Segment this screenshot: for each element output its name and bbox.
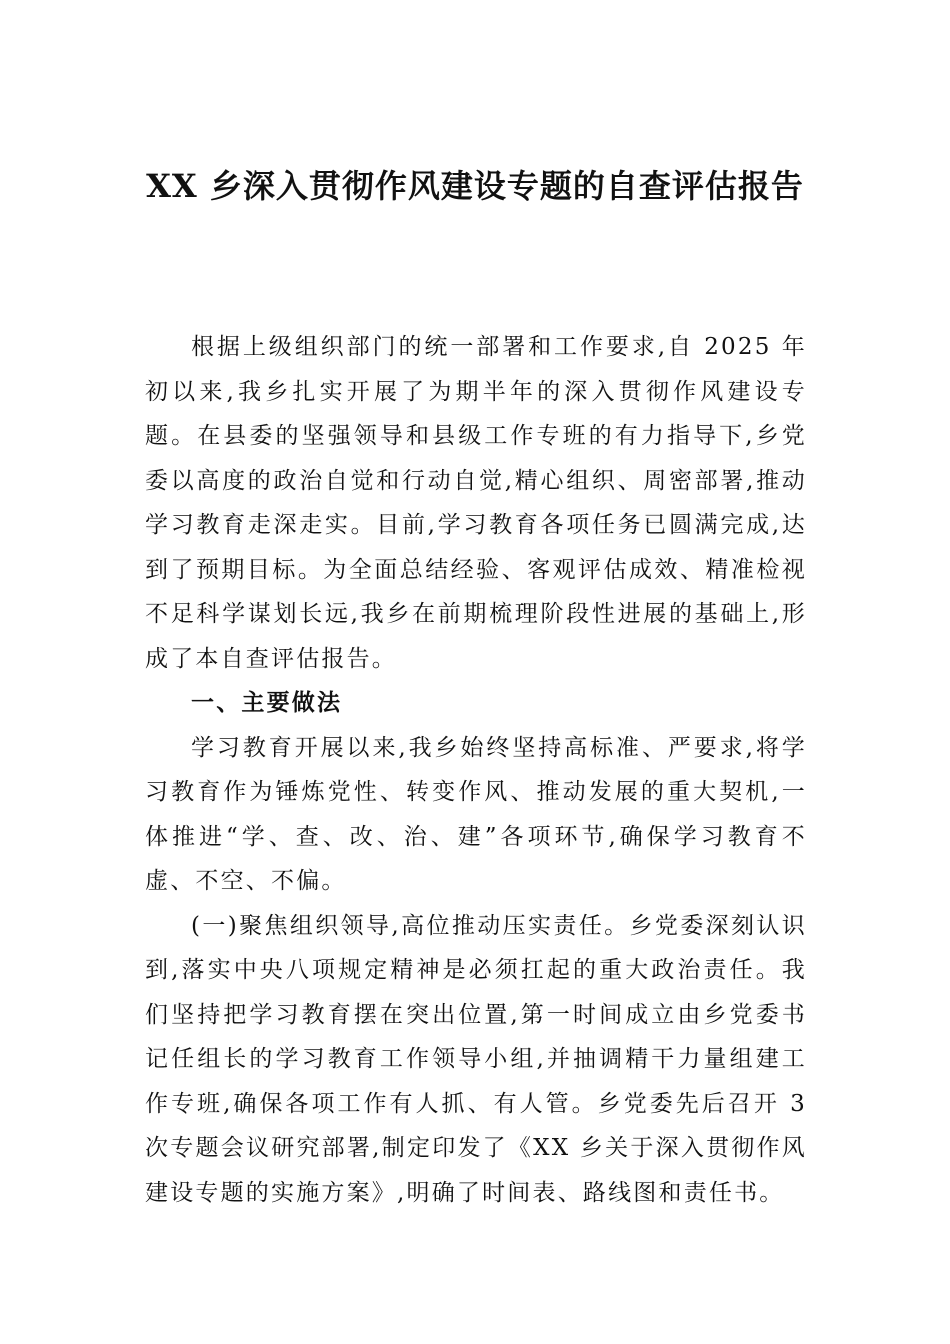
document-body — [145, 325, 807, 1215]
section-heading-main-practices: 一、主要做法 — [191, 690, 343, 716]
intro-paragraph: 根据上级组织部门的统一部署和工作要求,自 2025 年初以来,我乡扎实开展了为期半年的深入贯彻作风建设专题。在县委的坚强领导和县级工作专班的有力指导下,乡党委以高度的政治自觉和行动自觉,精心组织、周密部署,推动学习教育走深走实。目前,学习教育各项任务已圆满完成,达到了预期目标。为全面总结经验、客观评估成效、精准检视不足科学谋划长远,我乡在前期梳理阶段性进展的基础上,形成了本自查评估报告。 — [145, 334, 807, 672]
subsection-paragraph — [145, 904, 807, 1216]
subsection-text: 乡党委深刻认识到,落实中央八项规定精神是必须扛起的重大政治责任。我们坚持把学习教育摆在突出位置,第一时间成立由乡党委书记任组长的学习教育工作领导小组,并抽调精干力量组建工作专班,确保各项工作有人抓、有人管。乡党委先后召开 3 次专题会议研究部署,制定印发了《XX 乡关于深入贯彻作风建设专题的实施方案》,明确了时间表、路线图和责任书。 — [145, 912, 808, 1206]
document-title: XX 乡深入贯彻作风建设专题的自查评估报告 — [146, 167, 804, 205]
section-intro-paragraph: 学习教育开展以来,我乡始终坚持高标准、严要求,将学习教育作为锤炼党性、转变作风、推动发展的重大契机,一体推进“学、查、改、治、建”各项环节,确保学习教育不虚、不空、不偏。 — [145, 734, 807, 894]
subsection-heading: (一)聚焦组织领导,高位推动压实责任。 — [191, 912, 630, 939]
